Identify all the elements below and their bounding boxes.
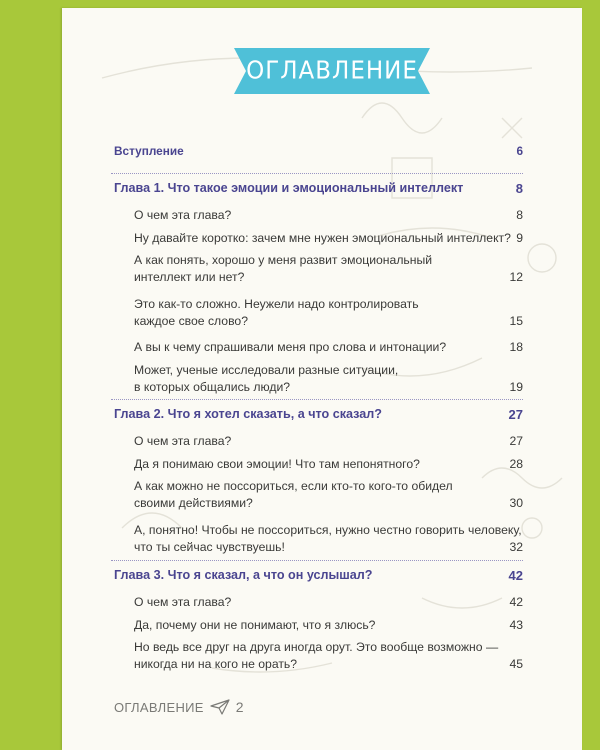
toc-entry-title: Да я понимаю свои эмоции! Что там непонятного? — [134, 456, 420, 471]
toc-intro-page-number: 6 — [516, 144, 523, 158]
toc-entry-title: А, понятно! Чтобы не поссориться, нужно честно говорить человеку, что ты сейчас чувствуешь! — [134, 522, 522, 554]
toc-entry-page-number: 30 — [509, 496, 523, 510]
paper-plane-icon — [210, 699, 230, 715]
toc-entry-page-number: 8 — [516, 208, 523, 222]
toc-entry-title: А вы к чему спрашивали меня про слова и интонации? — [134, 340, 447, 354]
toc-entry-title: Да, почему они не понимают, что я злюсь? — [134, 617, 376, 632]
page-footer — [114, 697, 244, 717]
toc-entry-page-number: 12 — [509, 270, 523, 284]
table-of-contents — [62, 8, 582, 750]
toc-chapter-title: Глава 2. Что я хотел сказать, а что сказал? — [114, 407, 382, 421]
toc-chapter-page-number: 8 — [515, 181, 523, 196]
toc-entry-page-number: 32 — [509, 539, 523, 554]
toc-chapter-title: Глава 3. Что я сказал, а что он услышал? — [114, 568, 373, 582]
toc-entry-title: О чем эта глава? — [134, 595, 232, 609]
toc-intro-title: Вступление — [114, 144, 184, 158]
toc-entry-page-number: 45 — [509, 657, 523, 671]
toc-chapter-title: Глава 1. Что такое эмоции и эмоциональный интеллект — [114, 181, 464, 195]
toc-entry-title: Может, ученые исследовали разные ситуации, в которых общались люди? — [134, 362, 399, 394]
toc-chapter-page-number: 42 — [508, 568, 523, 583]
section-divider — [111, 560, 523, 561]
toc-entry-page-number: 19 — [509, 379, 523, 394]
toc-entry-page-number: 15 — [509, 313, 523, 328]
toc-entry-page-number: 27 — [509, 434, 523, 448]
toc-entry-page-number: 43 — [509, 617, 523, 632]
section-divider — [111, 173, 523, 174]
page-number: 2 — [235, 699, 244, 715]
toc-entry-page-number: 18 — [509, 340, 523, 354]
toc-entry-title: Ну давайте коротко: зачем мне нужен эмоциональный интеллект? — [134, 230, 511, 245]
toc-entry-title: Это как-то сложно. Неужели надо контролировать каждое свое слово? — [134, 296, 419, 328]
toc-entry-title: Но ведь все друг на друга иногда орут. Это вообще возможно — никогда ни на кого не орать? — [134, 640, 499, 671]
toc-entry-title: О чем эта глава? — [134, 434, 232, 448]
toc-entry-title: А как можно не поссориться, если кто-то кого-то обидел своими действиями? — [134, 479, 453, 510]
book-page — [62, 8, 582, 750]
toc-entry-title: О чем эта глава? — [134, 208, 232, 222]
toc-entry-title: А как понять, хорошо у меня развит эмоциональный интеллект или нет? — [134, 253, 433, 284]
toc-entry-page-number: 28 — [509, 456, 523, 471]
footer-label: ОГЛАВЛЕНИЕ — [114, 699, 204, 715]
page-title: ОГЛАВЛЕНИЕ — [246, 56, 418, 86]
toc-entry-page-number: 42 — [509, 595, 523, 609]
section-divider — [111, 399, 523, 400]
toc-entry-page-number: 9 — [516, 230, 523, 245]
toc-chapter-page-number: 27 — [508, 407, 523, 422]
